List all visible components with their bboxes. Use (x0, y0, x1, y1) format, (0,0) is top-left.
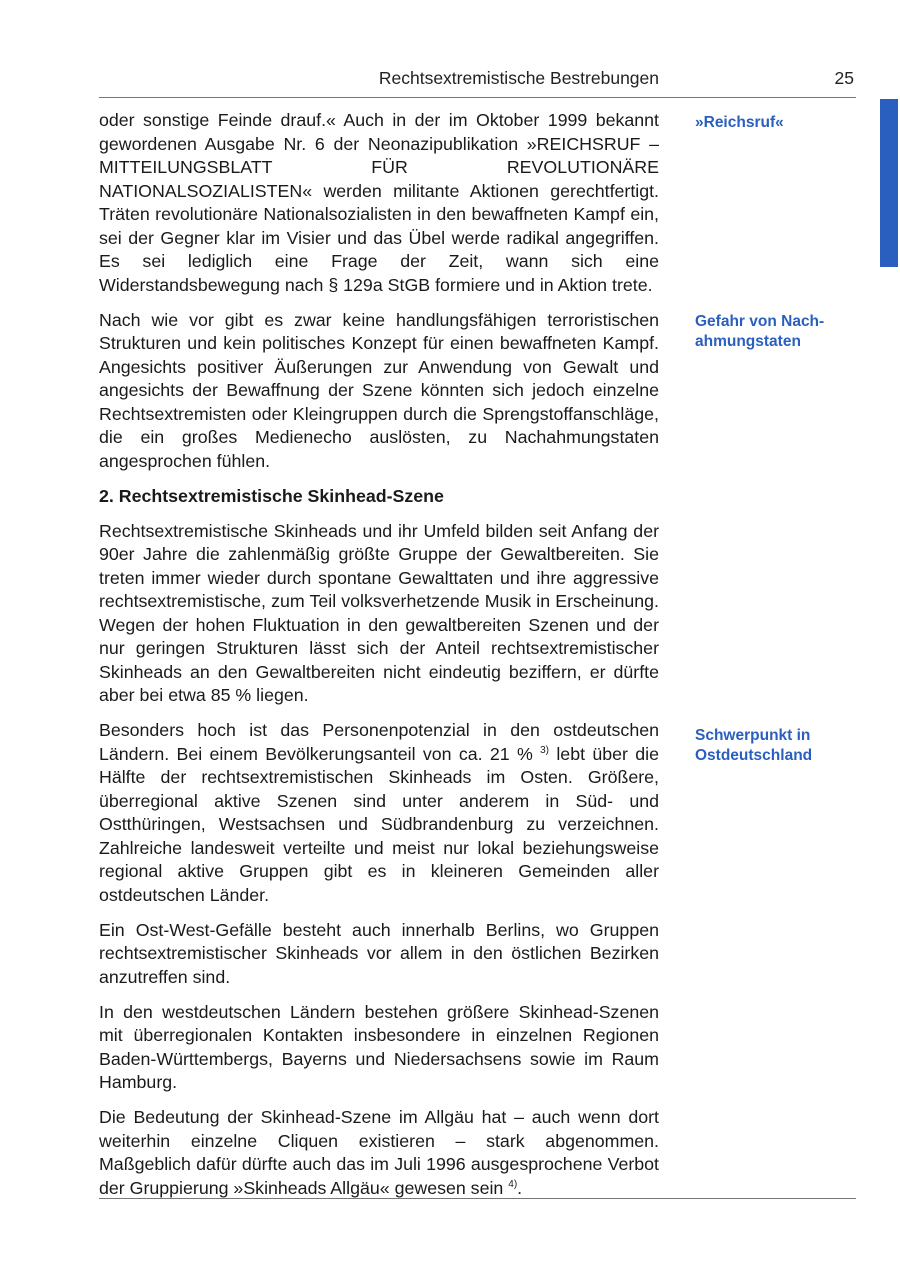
margin-note-nachahmung: Gefahr von Nach-ahmungstaten (695, 313, 825, 350)
paragraph-reichsruf: oder sonstige Feinde drauf.« Auch in der im Oktober 1999 bekannt gewordenen Ausgabe Nr. 6 der Neonazipublikation »REICHSRUF – MITTEILUNGSBLATT FÜR REVOLUTIONÄRE NATIONALSOZIALISTEN« werden militante Aktionen gerechtfertigt. Träten revolutionäre Nationalsozialisten in den bewaffneten Kampf ein, sei der Gegner klar im Visier und das Übel werde radikal angegriffen. Es sei lediglich eine Frage der Zeit, wann sich eine Widerstandsbewegung nach § 129a StGB formiere und in Aktion trete. (99, 110, 659, 295)
margin-note-reichsruf: »Reichsruf« (695, 114, 784, 131)
paragraph-skinheads: Rechtsextremistische Skinheads und ihr Umfeld bilden seit Anfang der 90er Jahre die zahlenmäßig größte Gruppe der Gewaltbereiten. Sie treten immer wieder durch spontane Gewalttaten und ihre aggressive rechtsextremistische, zum Teil volksverhetzende Musik in Erscheinung. Wegen der hohen Fluktuation in den gewaltbereiten Szenen und der nur geringen Strukturen lässt sich der Anteil rechtsextremistischer Skinheads an den Gewaltbereiten nicht eindeutig beziffern, er dürfte aber bei etwa 85 % liegen. (99, 520, 659, 705)
header-rule (99, 97, 856, 98)
paragraph-westdeutschland: In den westdeutschen Ländern bestehen größere Skinhead-Szenen mit überregionalen Kontakten insbesondere in einzelnen Regionen Baden-Württembergs, Bayerns und Niedersachsens sowie im Raum Hamburg. (99, 1001, 659, 1092)
paragraph-berlin: Ein Ost-West-Gefälle besteht auch innerhalb Berlins, wo Gruppen rechtsextremistischer Skinheads vor allem in den östlichen Bezirken anzutreffen sind. (99, 919, 659, 987)
section-heading: 2. Rechtsextremistische Skinhead-Szene (99, 485, 444, 506)
paragraph-text: Besonders hoch ist das Personenpotenzial in den ostdeutschen Ländern. Bei einem Bevölkerungsanteil von ca. 21 % (99, 720, 659, 764)
main-column (99, 109, 659, 1212)
paragraph-text: Die Bedeutung der Skinhead-Szene im Allgäu hat – auch wenn dort weiterhin einzelne Cliquen existieren – stark abgenommen. Maßgeblich dafür dürfte auch das im Juli 1996 ausgesprochene Verbot der Gruppierung »Skinheads Allgäu« gewesen sein (99, 1107, 659, 1198)
paragraph-nachahmung: Nach wie vor gibt es zwar keine handlungsfähigen terroristischen Strukturen und kein politisches Konzept für einen bewaffneten Kampf. Angesichts positiver Äußerungen zur Anwendung von Gewalt und angesichts der Bewaffnung der Szene könnten sich jedoch einzelne Rechtsextremisten oder Kleingruppen durch die Sprengstoffanschläge, die ein großes Medienecho auslösten, zu Nachahmungstaten angesprochen fühlen. (99, 309, 659, 471)
paragraph-allgaeu (99, 1106, 659, 1200)
page-number: 25 (834, 68, 854, 88)
footnote-ref-4: 4) (508, 1178, 518, 1190)
margin-note-ostdeutschland: Schwerpunkt in Ostdeutschland (695, 727, 813, 764)
paragraph-text: . (517, 1177, 523, 1198)
paragraph-text: lebt über die Hälfte der rechtsextremistischen Skinheads im Osten. Größere, überregional aktive Szenen sind unter anderem in Süd- und Ostthüringen, Westsachsen und Südbrandenburg zu verzeichnen. Zahlreiche landesweit verteilte und meist nur lokal beziehungsweise regional aktive Gruppen gibt es in kleineren Gemeinden aller ostdeutschen Länder. (99, 743, 659, 905)
chapter-tab-marker (880, 99, 898, 267)
footer-rule (99, 1198, 856, 1199)
paragraph-ostdeutschland (99, 719, 659, 907)
footnote-ref-3: 3) (540, 744, 550, 756)
running-header: Rechtsextremistische Bestrebungen (378, 68, 659, 88)
